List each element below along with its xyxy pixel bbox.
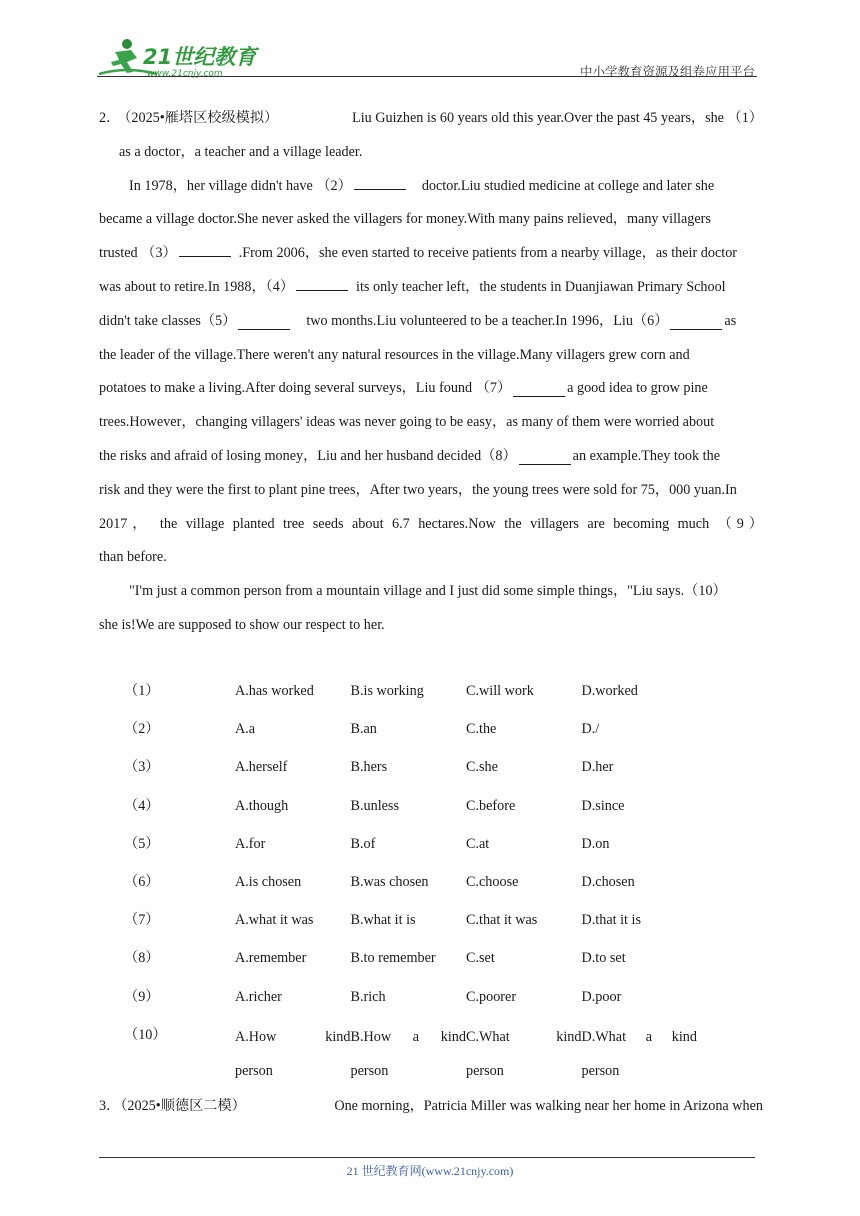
option-row: （7） A.what it was B.what it is C.that it was D.that it is: [124, 912, 642, 929]
logo-21cnjy: [97, 36, 267, 80]
q2-line-14: she is!We are supposed to show our respect to her.: [99, 616, 385, 633]
option-row: （5） A.for B.of C.at D.on: [124, 835, 610, 852]
blank-2: [354, 175, 406, 190]
blank-4: [296, 276, 348, 291]
option-row: （1） A.has worked B.is working C.will work D.worked: [124, 683, 638, 699]
q2-line-8: trees.However，changing villagers' ideas was never going to be easy，as many of them were worried about: [99, 414, 715, 431]
header-divider: [97, 76, 757, 77]
option-row: （8） A.remember B.to remember C.set D.to set: [124, 950, 626, 967]
q2-line-10: risk and they were the first to plant pine trees，After two years，the young trees were sold for 75，000 yuan.In: [99, 481, 737, 498]
option-row: （4） A.though B.unless C.before D.since: [124, 797, 625, 814]
q2-line-12: than before.: [99, 549, 167, 566]
q3-text: One morning，Patricia Miller was walking near her home in Arizona when: [334, 1098, 763, 1114]
q2-line-13: "I'm just a common person from a mountain village and I just did some simple things，"Liu says.（10）: [129, 583, 727, 600]
q2-line-3: trusted （3） .From 2006，she even started to receive patients from a nearby village，as their doctor: [99, 237, 763, 271]
q2-line-9: the risks and afraid of losing money，Liu and her husband decided（8） an example.They took the: [99, 447, 720, 464]
q2-source: （2025•雁塔区校级模拟）: [124, 110, 279, 126]
footer-divider: [99, 1157, 755, 1158]
blank-3: [179, 242, 231, 257]
footer-text[interactable]: 21 世纪教育网(www.21cnjy.com): [346, 1164, 514, 1178]
q2-text-1b: as a doctor，a teacher and a village leader.: [119, 143, 363, 160]
question-2: [99, 102, 763, 643]
blank-8: [519, 450, 571, 465]
options-table: [124, 676, 697, 1088]
q2-line-7: potatoes to make a living.After doing several surveys，Liu found （7） a good idea to grow pine: [99, 380, 708, 397]
blank-5: [238, 315, 290, 330]
option-row: （2） A.a B.an C.the D./: [124, 721, 600, 738]
svg-text:21世纪教育: 21世纪教育: [143, 45, 257, 69]
q2-first-line: [99, 102, 763, 136]
q2-number: 2．: [99, 110, 121, 126]
q2-line-6: the leader of the village.There weren't any natural resources in the village.Many villagers grew corn and: [99, 346, 690, 363]
q2-text-1a: Liu Guizhen is 60 years old this year.Over the past 45 years，she （1）: [352, 110, 763, 126]
option-row: （6） A.is chosen B.was chosen C.choose D.chosen: [124, 873, 635, 890]
option-row: （9） A.richer B.rich C.poorer D.poor: [124, 988, 622, 1005]
svg-text:www.21cnjy.com: www.21cnjy.com: [147, 69, 223, 79]
option-row: （10） A.How kind person B.How a kind person C.What kind person D.What a kind person: [124, 1026, 697, 1079]
q2-line-11: 2017， the village planted tree seeds about 6.7 hectares.Now the villagers are becoming much （9）: [99, 515, 763, 532]
header-platform-text: 中小学教育资源及组卷应用平台: [579, 64, 755, 79]
q2-line-4: was about to retire.In 1988，（4） its only teacher left，the students in Duanjiawan Primary School: [99, 271, 763, 305]
blank-7: [513, 382, 565, 397]
q3-number: 3．: [99, 1098, 121, 1114]
option-row: （3） A.herself B.hers C.she D.her: [124, 759, 614, 776]
page-header: [97, 32, 757, 78]
q2-line-2: became a village doctor.She never asked the villagers for money.With many pains relieved，many villagers: [99, 211, 711, 228]
q2-line-1: In 1978，her village didn't have （2） doctor.Liu studied medicine at college and later she: [99, 170, 763, 204]
q2-line-5: didn't take classes（5） two months.Liu volunteered to be a teacher.In 1996，Liu（6） as: [99, 312, 737, 329]
q3-source: （2025•顺德区二模）: [120, 1098, 246, 1114]
blank-6: [670, 315, 722, 330]
question-3: [99, 1090, 763, 1123]
